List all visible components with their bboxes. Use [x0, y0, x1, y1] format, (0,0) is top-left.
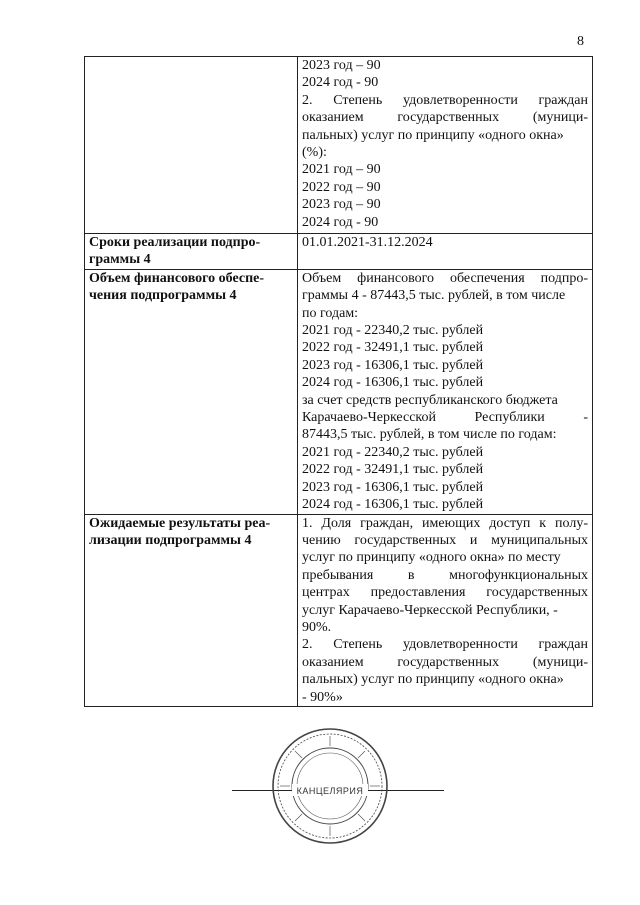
- text-line: 2023 год - 16306,1 тыс. рублей: [302, 479, 484, 495]
- seal-text: КАНЦЕЛЯРИЯ: [296, 786, 364, 796]
- label-line: Ожидаемые результаты реа-: [89, 515, 271, 531]
- text-line: граммы 4 - 87443,5 тыс. рублей, в том числе: [302, 288, 566, 304]
- text-line: пребывания в многофункциональных: [302, 567, 588, 583]
- text-line: 2024 год - 16306,1 тыс. рублей: [302, 497, 484, 513]
- label-line: лизации подпрограммы 4: [89, 532, 252, 548]
- text-line: 1. Доля граждан, имеющих доступ к полу-: [302, 515, 588, 531]
- text-line: 2021 год - 22340,2 тыс. рублей: [302, 323, 484, 339]
- results-label: [85, 514, 298, 706]
- timeline-label: [85, 234, 298, 270]
- results-content: [298, 514, 593, 706]
- text-line: 01.01.2021-31.12.2024: [302, 235, 433, 250]
- text-line: 2024 год - 90: [302, 214, 379, 230]
- text-line: - 90%»: [302, 689, 343, 705]
- funding-content: [298, 269, 593, 514]
- official-seal-icon: [270, 726, 390, 846]
- text-line: оказанием государственных (муници-: [302, 654, 588, 670]
- text-line: 2022 год - 32491,1 тыс. рублей: [302, 340, 484, 356]
- text-line: Карачаево-Черкесской Республики -: [302, 410, 588, 426]
- text-line: оказанием государственных (муници-: [302, 110, 588, 126]
- text-line: 87443,5 тыс. рублей, в том числе по годам:: [302, 427, 557, 443]
- text-line: 2. Степень удовлетворенности граждан: [302, 637, 588, 653]
- text-line: 2021 год - 22340,2 тыс. рублей: [302, 444, 484, 460]
- funding-label: [85, 269, 298, 514]
- text-line: 2024 год - 90: [302, 75, 379, 91]
- table-row-timeline: [85, 234, 593, 270]
- row1-label: [85, 57, 298, 234]
- text-line: пальных) услуг по принципу «одного окна»: [302, 127, 564, 143]
- subprogram-passport-table: [84, 56, 593, 707]
- table-row-funding: [85, 269, 593, 514]
- text-line: 2021 год – 90: [302, 162, 381, 178]
- text-line: 2023 год - 16306,1 тыс. рублей: [302, 357, 484, 373]
- label-line: чения подпрограммы 4: [89, 288, 237, 304]
- label-line: Объем финансового обеспе-: [89, 270, 265, 286]
- text-line: за счет средств республиканского бюджета: [302, 392, 558, 408]
- label-line: граммы 4: [89, 252, 151, 268]
- text-line: пальных) услуг по принципу «одного окна»: [302, 672, 564, 688]
- page-number: 8: [577, 34, 584, 49]
- text-line: 2024 год - 16306,1 тыс. рублей: [302, 375, 484, 391]
- text-line: услуг Карачаево-Черкесской Республики, -: [302, 602, 558, 618]
- table-row-indicators-continued: [85, 57, 593, 234]
- text-line: 2. Степень удовлетворенности граждан: [302, 92, 588, 108]
- label-line: Сроки реализации подпро-: [89, 235, 261, 250]
- text-line: Объем финансового обеспечения подпро-: [302, 270, 588, 286]
- text-line: 2022 год - 32491,1 тыс. рублей: [302, 462, 484, 478]
- text-line: (%):: [302, 145, 327, 161]
- timeline-value: [298, 234, 593, 270]
- text-line: 2023 год – 90: [302, 197, 381, 213]
- table-row-expected-results: [85, 514, 593, 706]
- text-line: 90%.: [302, 619, 332, 635]
- text-line: услуг по принципу «одного окна» по месту: [302, 550, 561, 566]
- text-line: чению государственных и муниципальных: [302, 532, 588, 548]
- text-line: 2023 год – 90: [302, 58, 381, 73]
- row1-content: [298, 57, 593, 234]
- text-line: центрах предоставления государственных: [302, 585, 588, 601]
- text-line: по годам:: [302, 305, 359, 321]
- text-line: 2022 год – 90: [302, 179, 381, 195]
